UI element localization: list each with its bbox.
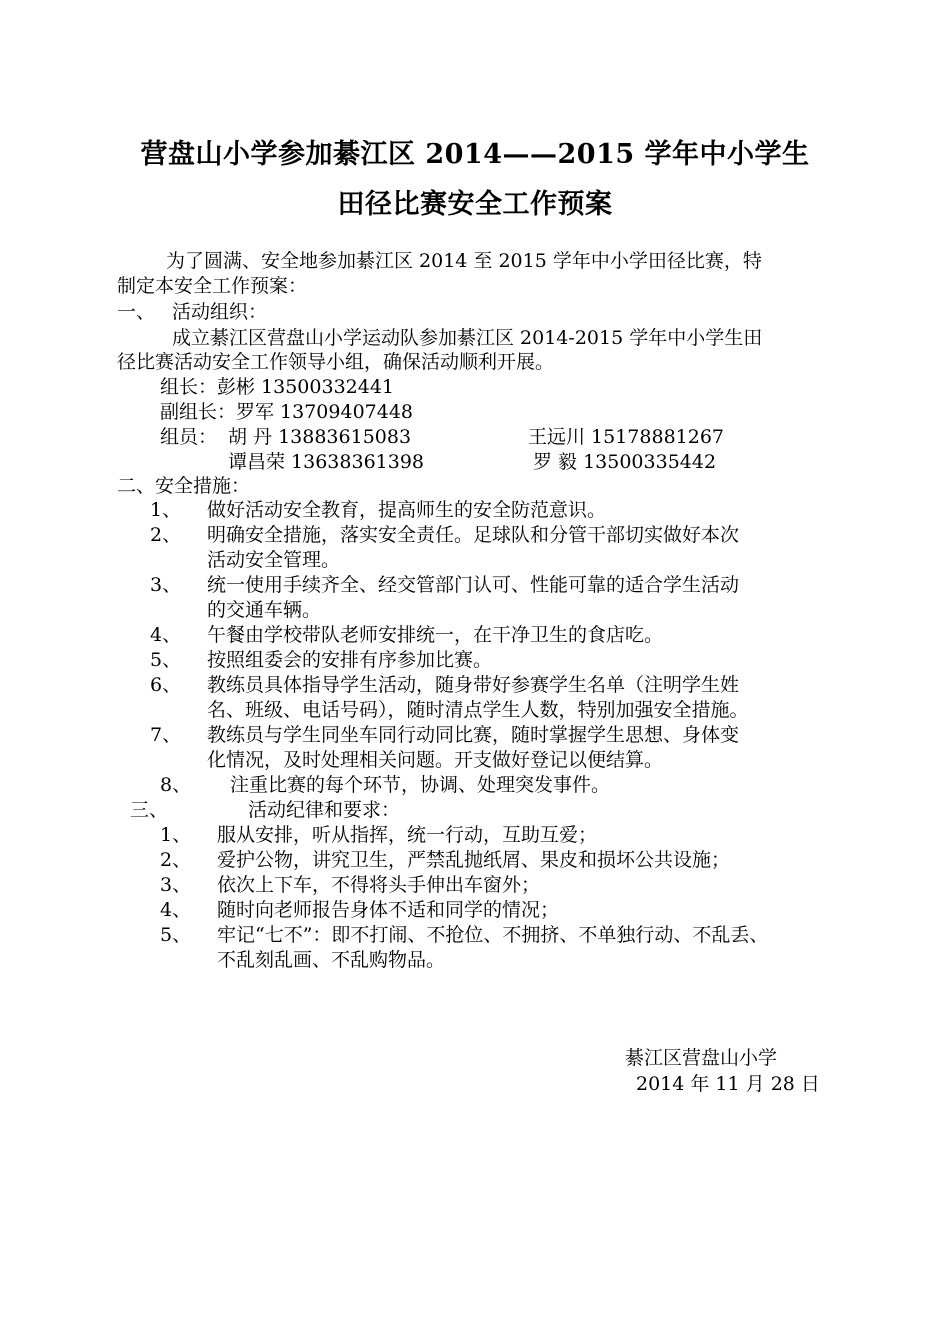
discipline-5-number: 5、: [160, 924, 192, 946]
measure-2-text-line-1: 明确安全措施，落实安全责任。足球队和分管干部切实做好本次: [207, 524, 740, 546]
section-1-heading: 活动组织：: [172, 301, 268, 323]
measure-7-text-line-2: 化情况，及时处理相关问题。开支做好登记以便结算。: [207, 749, 664, 771]
measure-6-text-line-2: 名、班级、电话号码），随时清点学生人数，特别加强安全措施。: [207, 699, 749, 721]
measure-7-number: 7、: [150, 724, 182, 746]
member-1: 胡 丹 13883615083: [228, 426, 412, 448]
measure-1-text: 做好活动安全教育，提高师生的安全防范意识。: [207, 499, 607, 521]
discipline-4-text: 随时向老师报告身体不适和同学的情况；: [217, 899, 560, 921]
discipline-2-number: 2、: [160, 849, 192, 871]
member-3: 谭昌荣 13638361398: [228, 451, 425, 473]
discipline-5-text-line-1: 牢记“七不”：即不打闹、不抢位、不拥挤、不单独行动、不乱丢、: [217, 924, 769, 946]
measure-3-text-line-1: 统一使用手续齐全、经交管部门认可、性能可靠的适合学生活动: [207, 574, 740, 596]
section-3-heading: 活动纪律和要求：: [248, 799, 401, 821]
member-4: 罗 毅 13500335442: [533, 451, 717, 473]
signature-organization: 綦江区营盘山小学: [625, 1047, 778, 1069]
section-1-number: 一、: [117, 301, 156, 323]
discipline-5-text-line-2: 不乱刻乱画、不乱购物品。: [217, 949, 446, 971]
intro-line-1: 为了圆满、安全地参加綦江区 2014 至 2015 学年中小学田径比赛，特: [166, 250, 762, 272]
measure-8-text: 注重比赛的每个环节，协调、处理突发事件。: [230, 774, 611, 796]
measure-8-number: 8、: [160, 774, 192, 796]
discipline-2-text: 爱护公物，讲究卫生，严禁乱抛纸屑、果皮和损坏公共设施；: [217, 849, 731, 871]
measure-6-number: 6、: [150, 674, 182, 696]
measure-6-text-line-1: 教练员具体指导学生活动，随身带好参赛学生名单（注明学生姓: [207, 674, 740, 696]
discipline-1-number: 1、: [160, 824, 192, 846]
section-2-heading: 二、安全措施：: [117, 475, 251, 497]
measure-3-text-line-2: 的交通车辆。: [207, 599, 322, 621]
section-1-body-line-1: 成立綦江区营盘山小学运动队参加綦江区 2014-2015 学年中小学生田: [172, 327, 763, 349]
deputy-leader: 副组长：罗军 13709407448: [160, 401, 414, 423]
members-label: 组员：: [160, 426, 218, 448]
section-3-number: 三、: [130, 799, 169, 821]
measure-4-text: 午餐由学校带队老师安排统一，在干净卫生的食店吃。: [207, 624, 664, 646]
measure-5-text: 按照组委会的安排有序参加比赛。: [207, 649, 493, 671]
measure-7-text-line-1: 教练员与学生同坐车同行动同比赛，随时掌握学生思想、身体变: [207, 724, 740, 746]
measure-1-number: 1、: [150, 499, 182, 521]
measure-2-text-line-2: 活动安全管理。: [207, 549, 341, 571]
document-title-line-2: 田径比赛安全工作预案: [337, 189, 613, 220]
discipline-3-number: 3、: [160, 874, 192, 896]
measure-3-number: 3、: [150, 574, 182, 596]
discipline-3-text: 依次上下车，不得将头手伸出车窗外；: [217, 874, 541, 896]
section-1-body-line-2: 径比赛活动安全工作领导小组，确保活动顺利开展。: [117, 351, 555, 373]
group-leader: 组长：彭彬 13500332441: [160, 376, 395, 398]
discipline-4-number: 4、: [160, 899, 192, 921]
intro-line-2: 制定本安全工作预案：: [117, 275, 308, 297]
signature-date: 2014 年 11 月 28 日: [636, 1073, 820, 1095]
discipline-1-text: 服从安排，听从指挥，统一行动，互助互爱；: [217, 824, 598, 846]
document-title-line-1: 营盘山小学参加綦江区 2014——2015 学年中小学生: [140, 139, 810, 170]
member-2: 王远川 15178881267: [528, 426, 725, 448]
measure-2-number: 2、: [150, 524, 182, 546]
measure-5-number: 5、: [150, 649, 182, 671]
measure-4-number: 4、: [150, 624, 182, 646]
